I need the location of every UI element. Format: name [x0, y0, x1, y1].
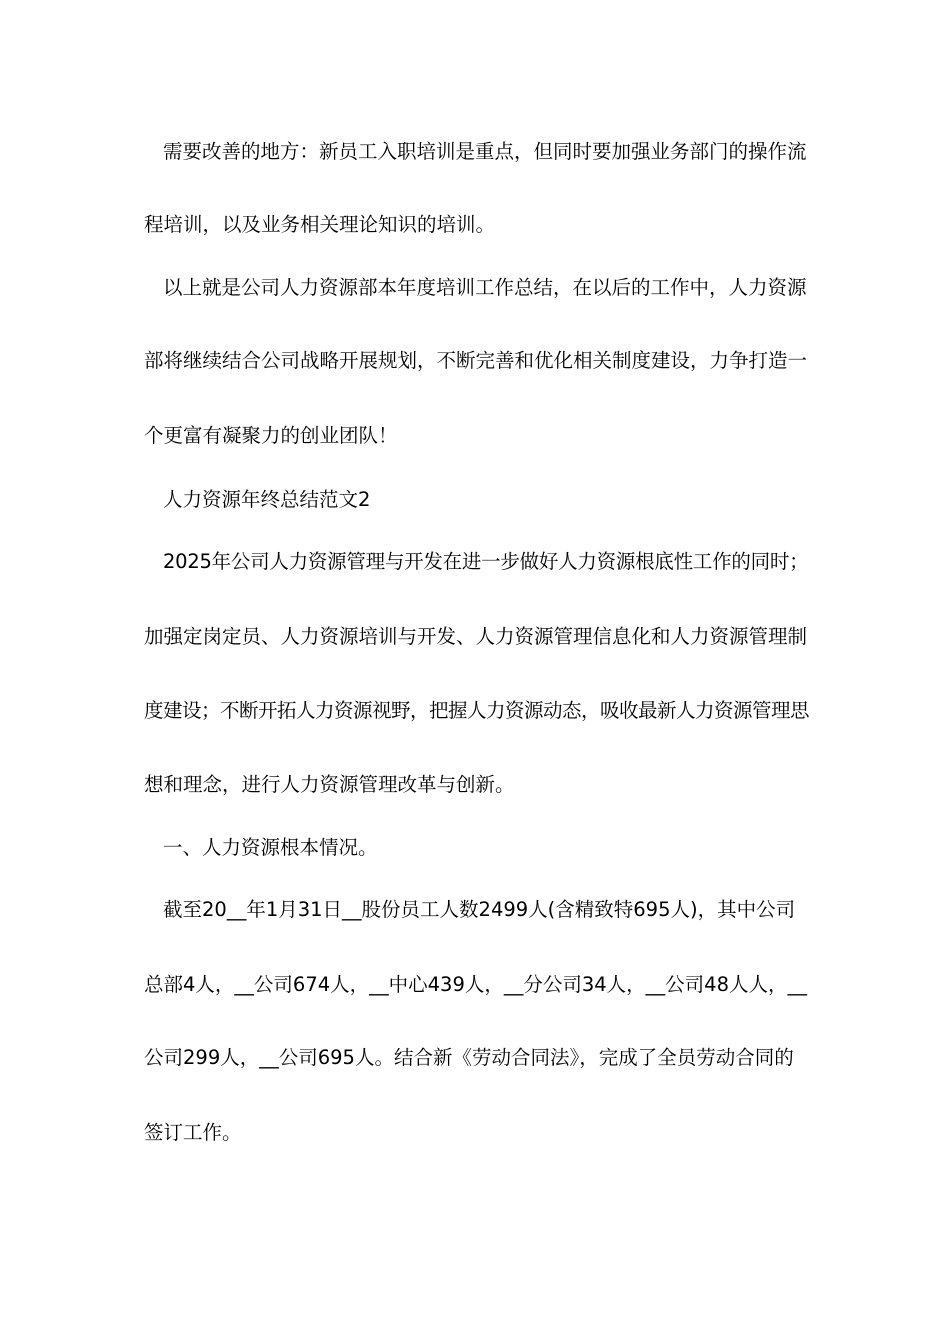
- paragraph-4-line-2: 加强定岗定员、人力资源培训与开发、人力资源管理信息化和人力资源管理制: [144, 625, 808, 648]
- paragraph-2-line-1: 以上就是公司人力资源部本年度培训工作总结，在以后的工作中，人力资源: [163, 276, 807, 299]
- paragraph-1-line-2: 程培训，以及业务相关理论知识的培训。: [144, 213, 496, 236]
- paragraph-2-line-3: 个更富有凝聚力的创业团队！: [144, 424, 398, 447]
- paragraph-6-line-1: 截至20__年1月31日__股份员工人数2499人(含精致特695人)，其中公司: [163, 898, 796, 921]
- paragraph-4-line-4: 想和理念，进行人力资源管理改革与创新。: [144, 773, 515, 796]
- paragraph-1-line-1: 需要改善的地方：新员工入职培训是重点，但同时要加强业务部门的操作流: [163, 140, 807, 163]
- paragraph-6-line-3: 公司299人，__公司695人。结合新《劳动合同法》，完成了全员劳动合同的: [144, 1046, 794, 1069]
- paragraph-6-line-4: 签订工作。: [144, 1121, 242, 1144]
- paragraph-4-line-3: 度建设；不断开拓人力资源视野，把握人力资源动态，吸收最新人力资源管理思: [144, 699, 810, 722]
- paragraph-4-line-1: 2025年公司人力资源管理与开发在进一步做好人力资源根底性工作的同时；: [163, 550, 809, 573]
- paragraph-6-line-2: 总部4人，__公司674人，__中心439人，__分公司34人，__公司48人人，__: [144, 973, 807, 996]
- section-heading: 一、人力资源根本情况。: [163, 836, 378, 859]
- paragraph-2-line-2: 部将继续结合公司战略开展规划，不断完善和优化相关制度建设，力争打造一: [144, 349, 808, 372]
- section-title: 人力资源年终总结范文2: [163, 488, 371, 511]
